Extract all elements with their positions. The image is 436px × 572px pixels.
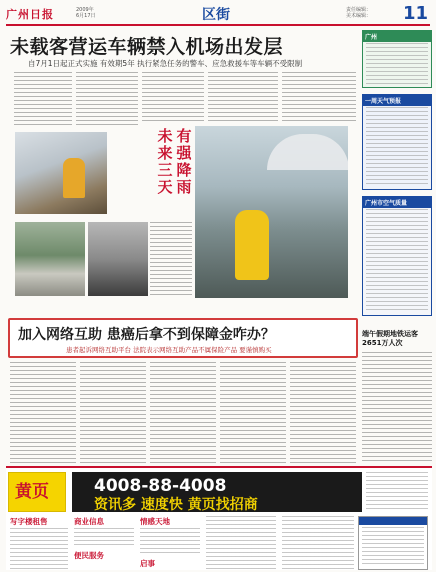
ad-category-services: 便民服务 <box>74 551 104 560</box>
weather-body <box>150 222 192 298</box>
second-body-col4 <box>220 362 286 464</box>
second-body-col5 <box>290 362 356 464</box>
metro-headline: 端午假期地铁运客2651万人次 <box>362 330 418 347</box>
second-story-subhead: 患者起诉网络互助平台 法院表示网络互助产品不属保险产品 要谨慎购买 <box>66 346 272 354</box>
second-story-box <box>8 318 358 358</box>
metro-body <box>362 352 432 462</box>
lead-headline: 未载客营运车辆禁入机场出发层 <box>10 36 284 58</box>
yellow-pages-logo <box>8 472 66 512</box>
ad-category-office: 写字楼租售 <box>10 517 48 526</box>
weather-headline-part2: 有强降雨 <box>176 127 192 196</box>
lead-body-col1 <box>14 72 72 128</box>
hotline-banner <box>72 472 362 512</box>
ad-listings-4 <box>206 516 276 570</box>
lead-subhead: 自7月1日起正式实施 有效期5年 执行紧急任务的警车、应急救援车等车辆不受限制 <box>28 59 303 68</box>
classified-ads <box>6 466 432 570</box>
lead-body-col4 <box>208 72 278 122</box>
ad-listings-5 <box>282 516 354 570</box>
ad-rate-table <box>358 516 428 570</box>
sidebar-box-1 <box>362 30 432 88</box>
ad-listings-1 <box>10 528 68 570</box>
lead-body-col3 <box>142 72 204 122</box>
second-story-headline: 加入网络互助 患癌后拿不到保障金咋办？ <box>18 327 275 343</box>
children-in-rain-photo <box>15 132 107 214</box>
lead-body-col5 <box>282 72 356 122</box>
sidebar-box-2-title: 一周天气预报 <box>363 95 431 106</box>
lead-body-col2 <box>76 72 138 128</box>
child-with-umbrella-photo <box>195 126 348 298</box>
ad-side-text <box>366 472 428 512</box>
issue-date <box>76 7 96 19</box>
issue-date-line2: 6月17日 <box>76 13 96 19</box>
editor-credits <box>346 7 371 19</box>
second-body-col1 <box>10 362 76 464</box>
section-title: 区街 <box>202 7 230 23</box>
hotline-number: 4008-88-4008 <box>94 476 227 496</box>
editor-credit-line2: 美术编辑： <box>346 13 372 19</box>
ad-listings-3 <box>140 528 200 556</box>
masthead <box>6 4 430 26</box>
ad-category-business: 商业信息 <box>74 517 104 526</box>
sidebar-box-2 <box>362 94 432 190</box>
ad-listings-2 <box>74 528 134 548</box>
sidebar-box-2-body <box>366 107 428 187</box>
ad-rate-table-title <box>359 517 427 525</box>
hotline-slogan: 资讯多 速度快 黄页找招商 <box>94 497 258 513</box>
sidebar-box-1-body <box>366 43 428 85</box>
street-photo <box>15 222 85 296</box>
weather-headline-part1: 未来三天 <box>157 127 173 196</box>
child-figure <box>235 210 269 280</box>
sidebar-box-3-body <box>366 209 428 313</box>
second-body-col2 <box>80 362 146 464</box>
umbrella-pedestrian-photo <box>88 222 148 296</box>
second-body-col3 <box>150 362 216 464</box>
editor-credit-line1: 责任编辑： <box>346 7 372 13</box>
yellow-pages-brand: 黄页 <box>15 482 49 502</box>
umbrella-shape <box>267 134 348 170</box>
ad-category-personals: 情感天地 <box>140 517 170 526</box>
ad-category-notices: 启事 <box>140 559 155 568</box>
page-number: 11 <box>402 3 428 24</box>
sidebar-box-3 <box>362 196 432 316</box>
sidebar-box-1-title: 广州 <box>363 31 431 42</box>
newspaper-logo: 广州日报 <box>6 8 54 21</box>
sidebar-box-3-title: 广州市空气质量 <box>363 197 431 208</box>
right-sidebar <box>362 30 432 320</box>
ad-rate-table-body <box>362 527 424 567</box>
issue-date-line1: 2009年 <box>76 7 94 13</box>
